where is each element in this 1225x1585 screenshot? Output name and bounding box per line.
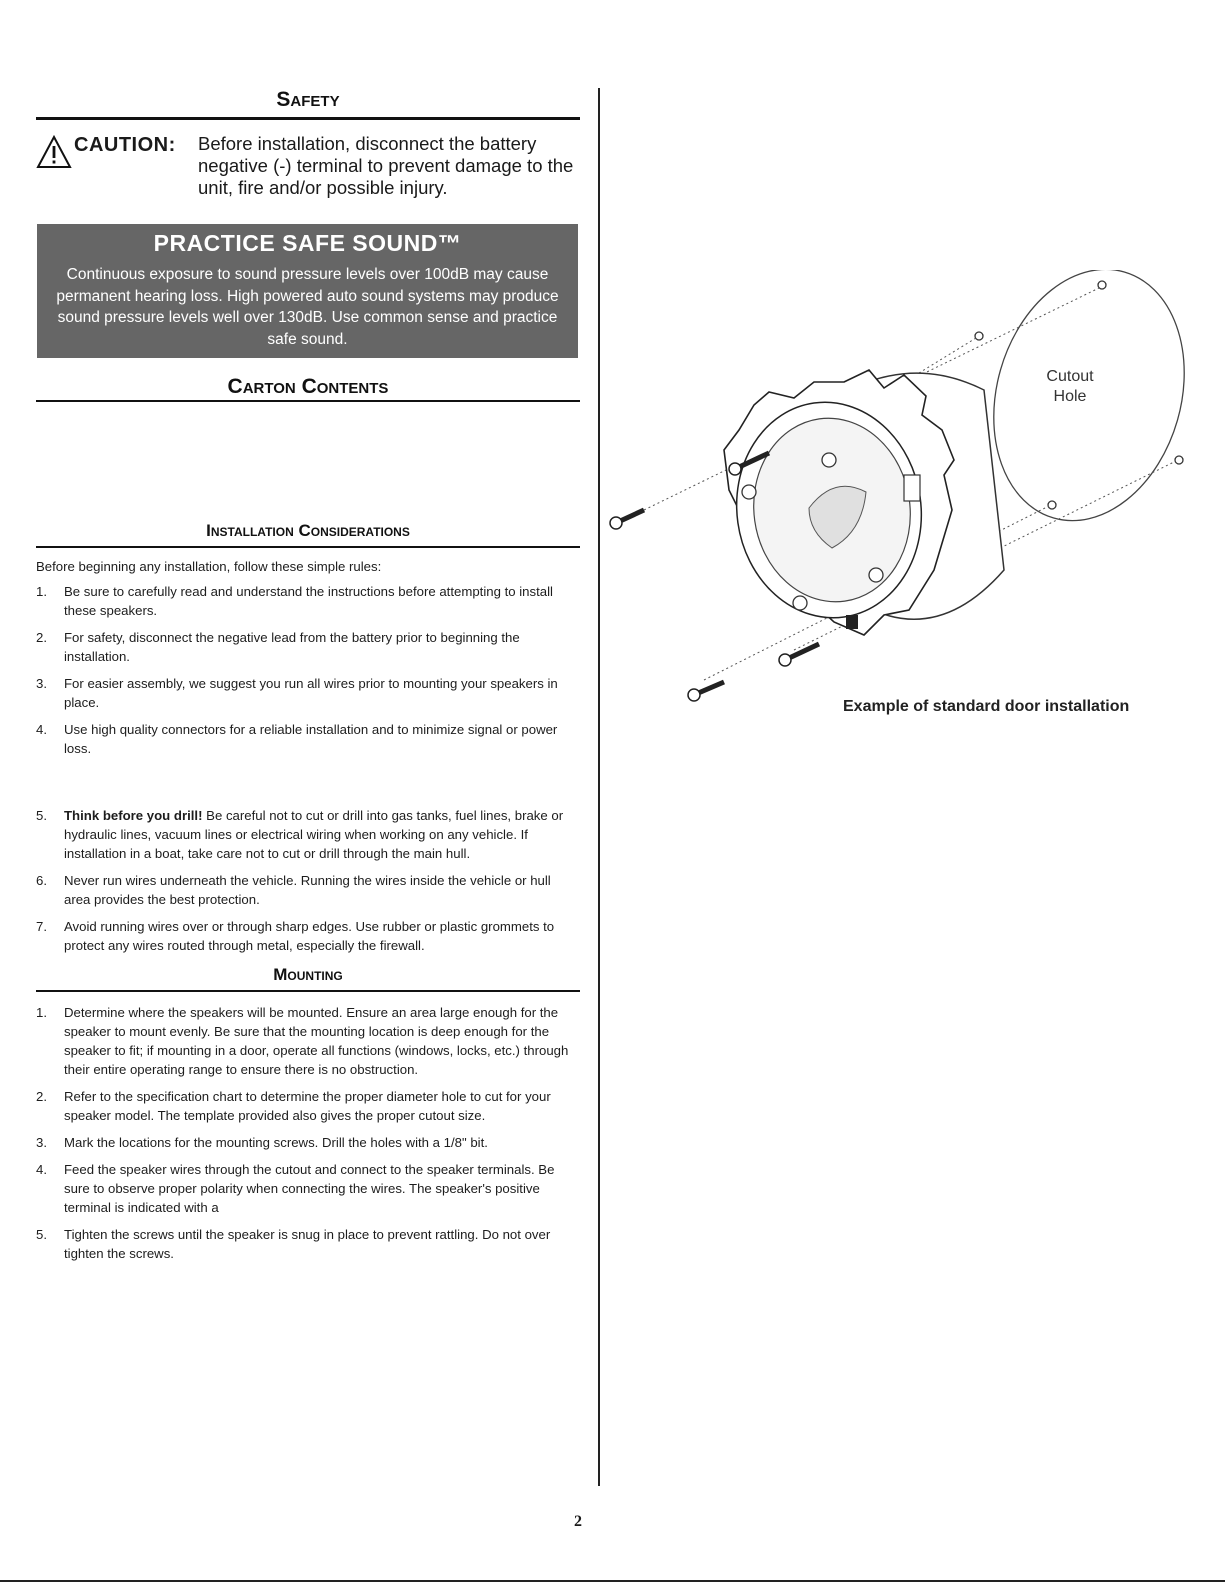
item-number: 1.: [36, 1005, 47, 1020]
cutout-label-line2: Hole: [1053, 388, 1087, 405]
item-number: 4.: [36, 1162, 47, 1177]
practice-safe-sound-box: [37, 224, 578, 358]
safety-rule: [36, 117, 580, 120]
list-item: [36, 1160, 580, 1217]
installation-intro: Before beginning any installation, follow these simple rules:: [36, 559, 382, 574]
list-item: [36, 674, 580, 712]
speaker-installation-diagram: [604, 270, 1194, 710]
item-text: Determine where the speakers will be mounted. Ensure an area large enough for the speaker to mount evenly. Be sure that the mounting location is deep enough for the speaker to fit; if mounting in a door, operate all functions (windows, locks, etc.) through their entire operating range to ensure there is no obstruction.: [64, 1005, 569, 1077]
list-item: [36, 628, 580, 666]
installation-list-1: [36, 582, 580, 766]
safe-sound-body: Continuous exposure to sound pressure levels over 100dB may cause permanent hearing loss. High powered auto sound systems may produce sound pressure levels well over 130dB. Use common sense and practice safe sound.: [56, 266, 559, 348]
caution-label: CAUTION:: [74, 134, 176, 156]
item-number: 1.: [36, 584, 47, 599]
list-item: [36, 806, 580, 863]
item-text: Mark the locations for the mounting screws. Drill the holes with a 1/8" bit.: [64, 1135, 488, 1150]
list-item: [36, 582, 580, 620]
cutout-label-line1: Cutout: [1046, 368, 1094, 385]
item-number: 3.: [36, 676, 47, 691]
carton-contents-heading: Carton Contents: [227, 375, 389, 398]
caution-text: Before installation, disconnect the battery negative (-) terminal to prevent damage to the unit, fire and/or possible injury.: [198, 133, 574, 198]
list-item: [36, 1225, 580, 1263]
installation-list-2: [36, 806, 580, 963]
column-divider: [598, 88, 600, 1486]
item-text: For easier assembly, we suggest you run all wires prior to mounting your speakers in place.: [64, 676, 558, 710]
item-number: 6.: [36, 873, 47, 888]
list-item: [36, 1003, 580, 1079]
item-number: 4.: [36, 722, 47, 737]
item-text: Never run wires underneath the vehicle. Running the wires inside the vehicle or hull area provides the best protection.: [64, 873, 551, 907]
item-number: 7.: [36, 919, 47, 934]
item-text: Tighten the screws until the speaker is snug in place to prevent rattling. Do not over tighten the screws.: [64, 1227, 551, 1261]
item-number: 5.: [36, 1227, 47, 1242]
list-item: [36, 917, 580, 955]
item-text: Be sure to carefully read and understand the instructions before attempting to install these speakers.: [64, 584, 553, 618]
cutout-hole-ellipse: [965, 270, 1194, 543]
item-text: Feed the speaker wires through the cutout and connect to the speaker terminals. Be sure to observe proper polarity when connecting the wires. The speaker's positive terminal is indicated with a: [64, 1162, 555, 1215]
item-number: 2.: [36, 1089, 47, 1104]
item-text: For safety, disconnect the negative lead from the battery prior to beginning the installation.: [64, 630, 520, 664]
warning-triangle-icon: [36, 135, 72, 169]
item-number: 3.: [36, 1135, 47, 1150]
figure-caption: Example of standard door installation: [843, 698, 1130, 715]
item-text: Refer to the specification chart to determine the proper diameter hole to cut for your speaker model. The template provided also gives the proper cutout size.: [64, 1089, 551, 1123]
list-item: [36, 1133, 580, 1152]
item-number: 2.: [36, 630, 47, 645]
list-item: [36, 871, 580, 909]
safety-heading: Safety: [276, 88, 340, 111]
mounting-list: [36, 1003, 580, 1271]
list-item: [36, 1087, 580, 1125]
mounting-heading: Mounting: [273, 965, 343, 984]
page-number: 2: [574, 1513, 582, 1530]
mounting-rule: [36, 990, 580, 992]
page-bottom-rule: [0, 1580, 1225, 1582]
item-bold-text: Think before you drill!: [64, 808, 203, 823]
item-number: 5.: [36, 808, 47, 823]
carton-rule: [36, 400, 580, 402]
installation-rule: [36, 546, 580, 548]
item-text: Avoid running wires over or through sharp edges. Use rubber or plastic grommets to protect any wires routed through metal, especially the firewall.: [64, 919, 555, 953]
item-text: Be careful not to cut or drill into gas tanks, fuel lines, brake or hydraulic lines, vacuum lines or electrical wiring when working on any vehicle. If installation in a boat, take care not to cut or drill through the main hull.: [64, 808, 564, 861]
list-item: [36, 720, 580, 758]
installation-heading: Installation Considerations: [206, 521, 410, 540]
caution-block: [36, 131, 580, 203]
safe-sound-title: PRACTICE SAFE SOUND™: [153, 230, 462, 256]
speaker-body: [723, 370, 1004, 635]
item-text: Use high quality connectors for a reliable installation and to minimize signal or power loss.: [64, 722, 558, 756]
